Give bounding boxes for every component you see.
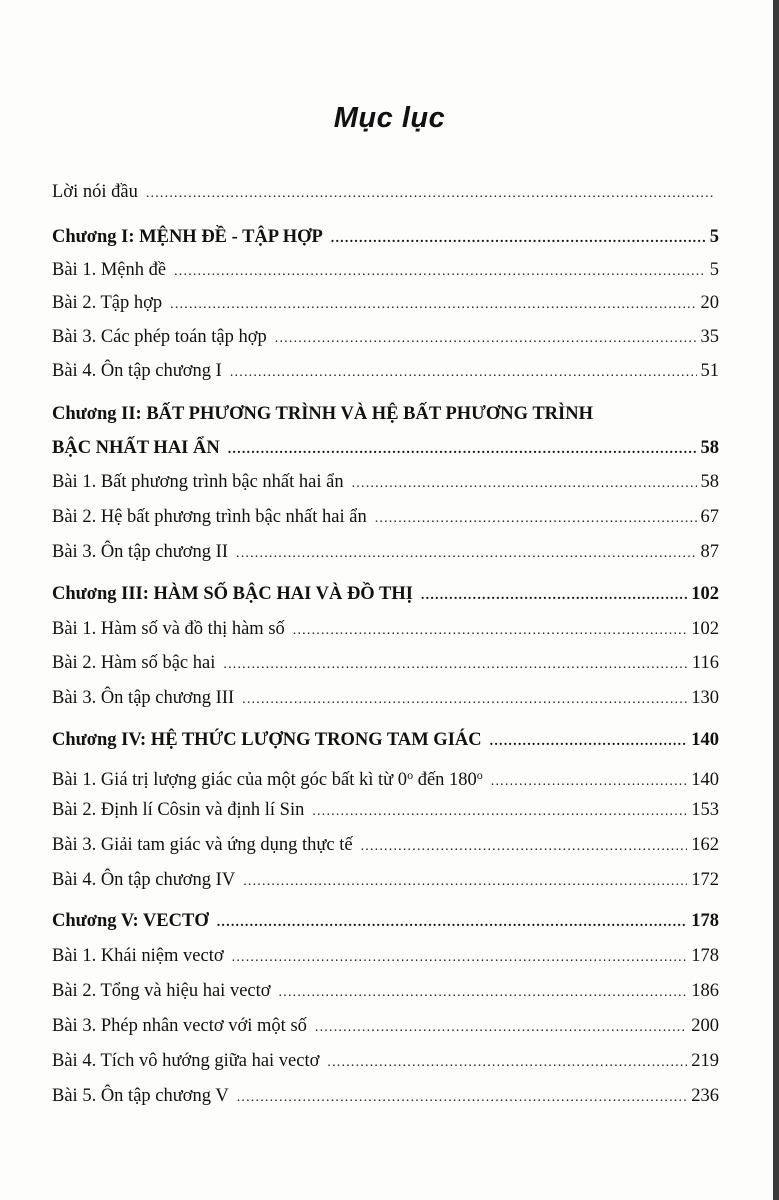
dot-leader — [279, 979, 688, 1007]
toc-entry-page: 236 — [691, 1086, 719, 1106]
toc-entry-label: Bài 2. Hàm số bậc hai — [52, 653, 216, 673]
toc-entry-label: Bài 1. Hàm số và đồ thị hàm số — [52, 619, 285, 639]
dot-leader — [174, 258, 706, 286]
dot-leader — [243, 868, 687, 896]
dot-leader — [491, 768, 687, 796]
dot-leader — [293, 617, 687, 645]
toc-chapter-5[interactable] — [52, 907, 719, 935]
toc-entry-page: 200 — [691, 1016, 719, 1036]
toc-entry-label: Chương I: MỆNH ĐỀ - TẬP HỢP — [52, 227, 323, 247]
toc-entry-label-part2: đến 180 — [413, 770, 477, 790]
toc-entry[interactable] — [52, 761, 719, 789]
toc-entry-page: 67 — [700, 507, 719, 527]
toc-chapter-2-line2[interactable] — [52, 434, 719, 462]
toc-entry[interactable] — [52, 649, 719, 677]
degree-sign: o — [476, 768, 483, 782]
toc-entry-page: 140 — [691, 730, 719, 750]
dot-leader — [217, 909, 688, 937]
dot-leader — [228, 436, 697, 464]
toc-entry[interactable] — [52, 323, 719, 351]
dot-leader — [331, 225, 706, 253]
dot-leader — [236, 540, 697, 568]
page-edge-shadow — [773, 0, 779, 1200]
dot-leader — [242, 686, 687, 714]
toc-chapter-2-line1[interactable] — [52, 400, 719, 428]
toc-entry-label: Chương V: VECTƠ — [52, 911, 209, 931]
toc-entry-label: Bài 2. Hệ bất phương trình bậc nhất hai ẩn — [52, 507, 367, 527]
toc-entry-label: Bài 4. Ôn tập chương IV — [52, 870, 236, 890]
dot-leader — [421, 582, 687, 610]
toc-entry-page: 219 — [691, 1051, 719, 1071]
toc-entry[interactable] — [52, 503, 719, 531]
toc-entry[interactable] — [52, 796, 719, 824]
toc-entry[interactable] — [52, 942, 719, 970]
toc-entry[interactable] — [52, 866, 719, 894]
toc-entry-preface[interactable] — [52, 178, 719, 206]
toc-entry-page: 87 — [700, 542, 719, 562]
toc-entry-label: Bài 4. Ôn tập chương I — [52, 361, 222, 381]
page-title: Mục lục — [333, 102, 446, 134]
toc-entry[interactable] — [52, 289, 719, 317]
toc-entry-label: Chương II: BẤT PHƯƠNG TRÌNH VÀ HỆ BẤT PHƯƠNG TRÌNH — [52, 404, 593, 424]
toc-entry[interactable] — [52, 831, 719, 859]
toc-entry-label-part1: Bài 1. Giá trị lượng giác của một góc bất kì từ 0 — [52, 770, 408, 790]
toc-entry[interactable] — [52, 256, 719, 284]
toc-entry-page: 178 — [691, 946, 719, 966]
toc-entry-page: 130 — [691, 688, 719, 708]
toc-entry-page: 5 — [709, 227, 719, 247]
degree-sign: o — [407, 768, 414, 782]
toc-chapter-4[interactable] — [52, 726, 719, 754]
toc-entry-page: 58 — [700, 472, 719, 492]
toc-entry-label: Bài 1. Mệnh đề — [52, 260, 167, 280]
toc-entry-label: Bài 1. Bất phương trình bậc nhất hai ẩn — [52, 472, 344, 492]
toc-entry-page: 58 — [700, 438, 719, 458]
dot-leader — [361, 833, 688, 861]
toc-entry-label: Bài 1. Khái niệm vectơ — [52, 946, 224, 966]
dot-leader — [375, 505, 697, 533]
toc-entry-page: 5 — [709, 260, 719, 280]
toc-entry-page: 186 — [691, 981, 719, 1001]
toc-entry-label: Bài 3. Ôn tập chương III — [52, 688, 235, 708]
dot-leader — [170, 291, 696, 319]
dot-leader — [327, 1049, 687, 1077]
dot-leader — [490, 728, 688, 756]
dot-leader — [275, 325, 697, 353]
toc-entry-label: Chương III: HÀM SỐ BẬC HAI VÀ ĐỒ THỊ — [52, 584, 413, 604]
toc-entry-label: Bài 3. Ôn tập chương II — [52, 542, 228, 562]
dot-leader — [352, 470, 697, 498]
toc-entry-page: 178 — [691, 911, 719, 931]
toc-entry-page: 172 — [691, 870, 719, 890]
toc-entry[interactable] — [52, 357, 719, 385]
toc-entry-page: 35 — [700, 327, 719, 347]
toc-entry[interactable] — [52, 977, 719, 1005]
toc-entry-label — [52, 761, 483, 794]
dot-leader — [230, 359, 697, 387]
toc-entry-label: Bài 4. Tích vô hướng giữa hai vectơ — [52, 1051, 320, 1071]
dot-leader — [237, 1084, 688, 1112]
toc-entry-label: Bài 2. Tổng và hiệu hai vectơ — [52, 981, 271, 1001]
toc-entry[interactable] — [52, 1047, 719, 1075]
toc-entry[interactable] — [52, 468, 719, 496]
toc-entry-page: 51 — [700, 361, 719, 381]
toc-entry-label: Lời nói đầu — [52, 182, 138, 202]
toc-entry[interactable] — [52, 1082, 719, 1110]
toc-entry-label: Bài 2. Định lí Côsin và định lí Sin — [52, 800, 305, 820]
dot-leader — [232, 944, 688, 972]
toc-entry[interactable] — [52, 538, 719, 566]
toc-entry-page: 140 — [691, 770, 719, 790]
toc-entry-page: 20 — [700, 293, 719, 313]
toc-entry-page: 116 — [691, 653, 719, 673]
dot-leader — [315, 1014, 687, 1042]
dot-leader — [146, 180, 715, 208]
toc-entry-page: 153 — [691, 800, 719, 820]
dot-leader — [223, 651, 688, 679]
toc-entry-label: BẬC NHẤT HAI ẨN — [52, 438, 220, 458]
toc-entry-label: Bài 3. Phép nhân vectơ với một số — [52, 1016, 307, 1036]
toc-entry-label: Bài 5. Ôn tập chương V — [52, 1086, 229, 1106]
toc-entry-label: Bài 2. Tập hợp — [52, 293, 163, 313]
toc-entry[interactable] — [52, 684, 719, 712]
toc-chapter-1[interactable] — [52, 223, 719, 251]
toc-entry-label: Chương IV: HỆ THỨC LƯỢNG TRONG TAM GIÁC — [52, 730, 482, 750]
dot-leader — [312, 798, 687, 826]
toc-entry-page: 102 — [691, 619, 719, 639]
toc-entry-label: Bài 3. Các phép toán tập hợp — [52, 327, 267, 347]
toc-chapter-3[interactable] — [52, 580, 719, 608]
toc-entry-page: 162 — [691, 835, 719, 855]
toc-entry[interactable] — [52, 615, 719, 643]
toc-entry-page: 102 — [691, 584, 719, 604]
toc-entry-label: Bài 3. Giải tam giác và ứng dụng thực tế — [52, 835, 353, 855]
toc-entry[interactable] — [52, 1012, 719, 1040]
